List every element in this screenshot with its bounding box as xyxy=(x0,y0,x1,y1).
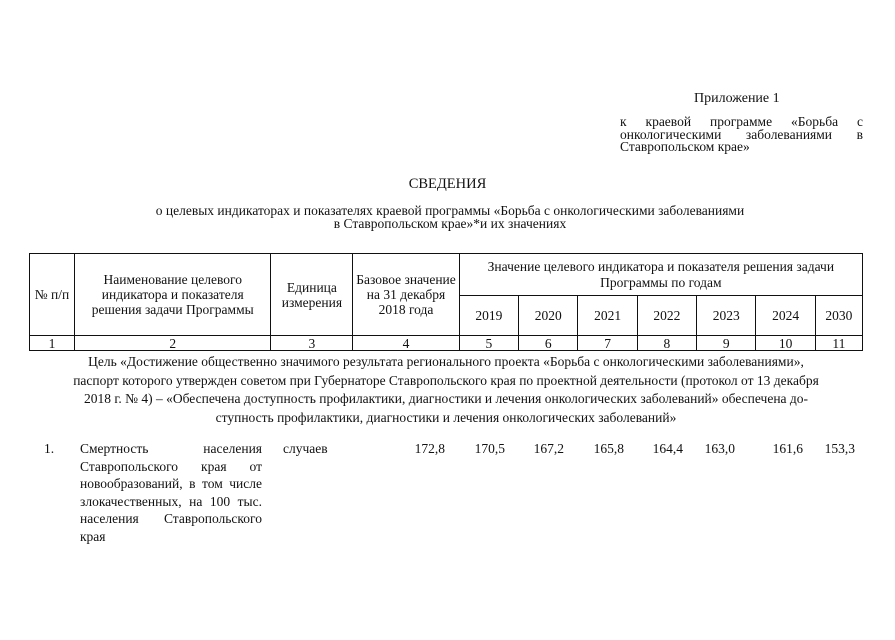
document-subtitle-line-1: о целевых индикаторах и показателях краевой программы «Борьба с онкологическими заболеваниями xyxy=(155,203,745,218)
appendix-reference: к краевой программе «Борьба с онкологическими заболеваниями в Ставропольском крае» xyxy=(620,114,863,154)
column-number: 3 xyxy=(271,336,353,351)
column-number: 6 xyxy=(519,336,578,351)
row-value-2024: 161,6 xyxy=(772,441,803,456)
row-value-2022: 164,4 xyxy=(652,441,683,456)
column-number: 4 xyxy=(353,336,459,351)
header-year: 2021 xyxy=(578,296,637,336)
header-unit: Единица измерения xyxy=(271,254,353,336)
row-value-2030: 153,3 xyxy=(824,441,855,456)
header-year: 2024 xyxy=(756,296,815,336)
column-number: 8 xyxy=(637,336,696,351)
document-subtitle-line-2: в Ставропольском крае»*и их значениях xyxy=(333,216,567,231)
row-indicator-name: Смертность населения Ставропольского края от новообразований, в том числе злокачественных, на 100 тыс. населения Ставропольского края xyxy=(80,441,262,544)
row-value-2021: 165,8 xyxy=(593,441,624,456)
column-number: 1 xyxy=(30,336,75,351)
appendix-title: Приложение 1 xyxy=(694,91,780,106)
goal-line-3: 2018 г. № 4) – «Обеспечена доступность профилактики, диагностики и лечения онкологических заболеваний» обеспечена до- xyxy=(83,391,809,406)
row-base-value: 172,8 xyxy=(414,441,445,456)
column-number: 11 xyxy=(815,336,862,351)
header-year: 2019 xyxy=(459,296,518,336)
row-value-2023: 163,0 xyxy=(704,441,735,456)
header-year: 2030 xyxy=(815,296,862,336)
header-year: 2023 xyxy=(697,296,756,336)
column-number: 7 xyxy=(578,336,637,351)
row-unit: случаев xyxy=(283,441,328,456)
column-number: 9 xyxy=(697,336,756,351)
row-value-2019: 170,5 xyxy=(474,441,505,456)
header-number: № п/п xyxy=(30,254,75,336)
document-title: СВЕДЕНИЯ xyxy=(408,176,487,192)
goal-statement xyxy=(29,353,863,427)
document-subtitle xyxy=(110,204,790,230)
header-year: 2022 xyxy=(637,296,696,336)
indicators-table xyxy=(29,253,863,351)
goal-line-1: Цель «Достижение общественно значимого результата регионального проекта «Борьба с онкологическими заболеваниями», xyxy=(88,354,804,369)
header-indicator-name: Наименование целевого индикатора и показателя решения задачи Программы xyxy=(75,254,271,336)
row-value-2020: 167,2 xyxy=(533,441,564,456)
row-number: 1. xyxy=(44,441,55,456)
column-number: 5 xyxy=(459,336,518,351)
header-year: 2020 xyxy=(519,296,578,336)
column-number: 2 xyxy=(75,336,271,351)
column-number: 10 xyxy=(756,336,815,351)
header-years-group: Значение целевого индикатора и показателя решения задачи Программы по годам xyxy=(459,254,862,296)
goal-line-2: паспорт которого утвержден советом при Губернаторе Ставропольского края по проектной деятельности (протокол от 13 декабря xyxy=(73,372,819,388)
goal-line-4: ступность профилактики, диагностики и лечения онкологических заболеваний» xyxy=(215,409,677,425)
header-base-value: Базовое значение на 31 декабря 2018 года xyxy=(353,254,459,336)
